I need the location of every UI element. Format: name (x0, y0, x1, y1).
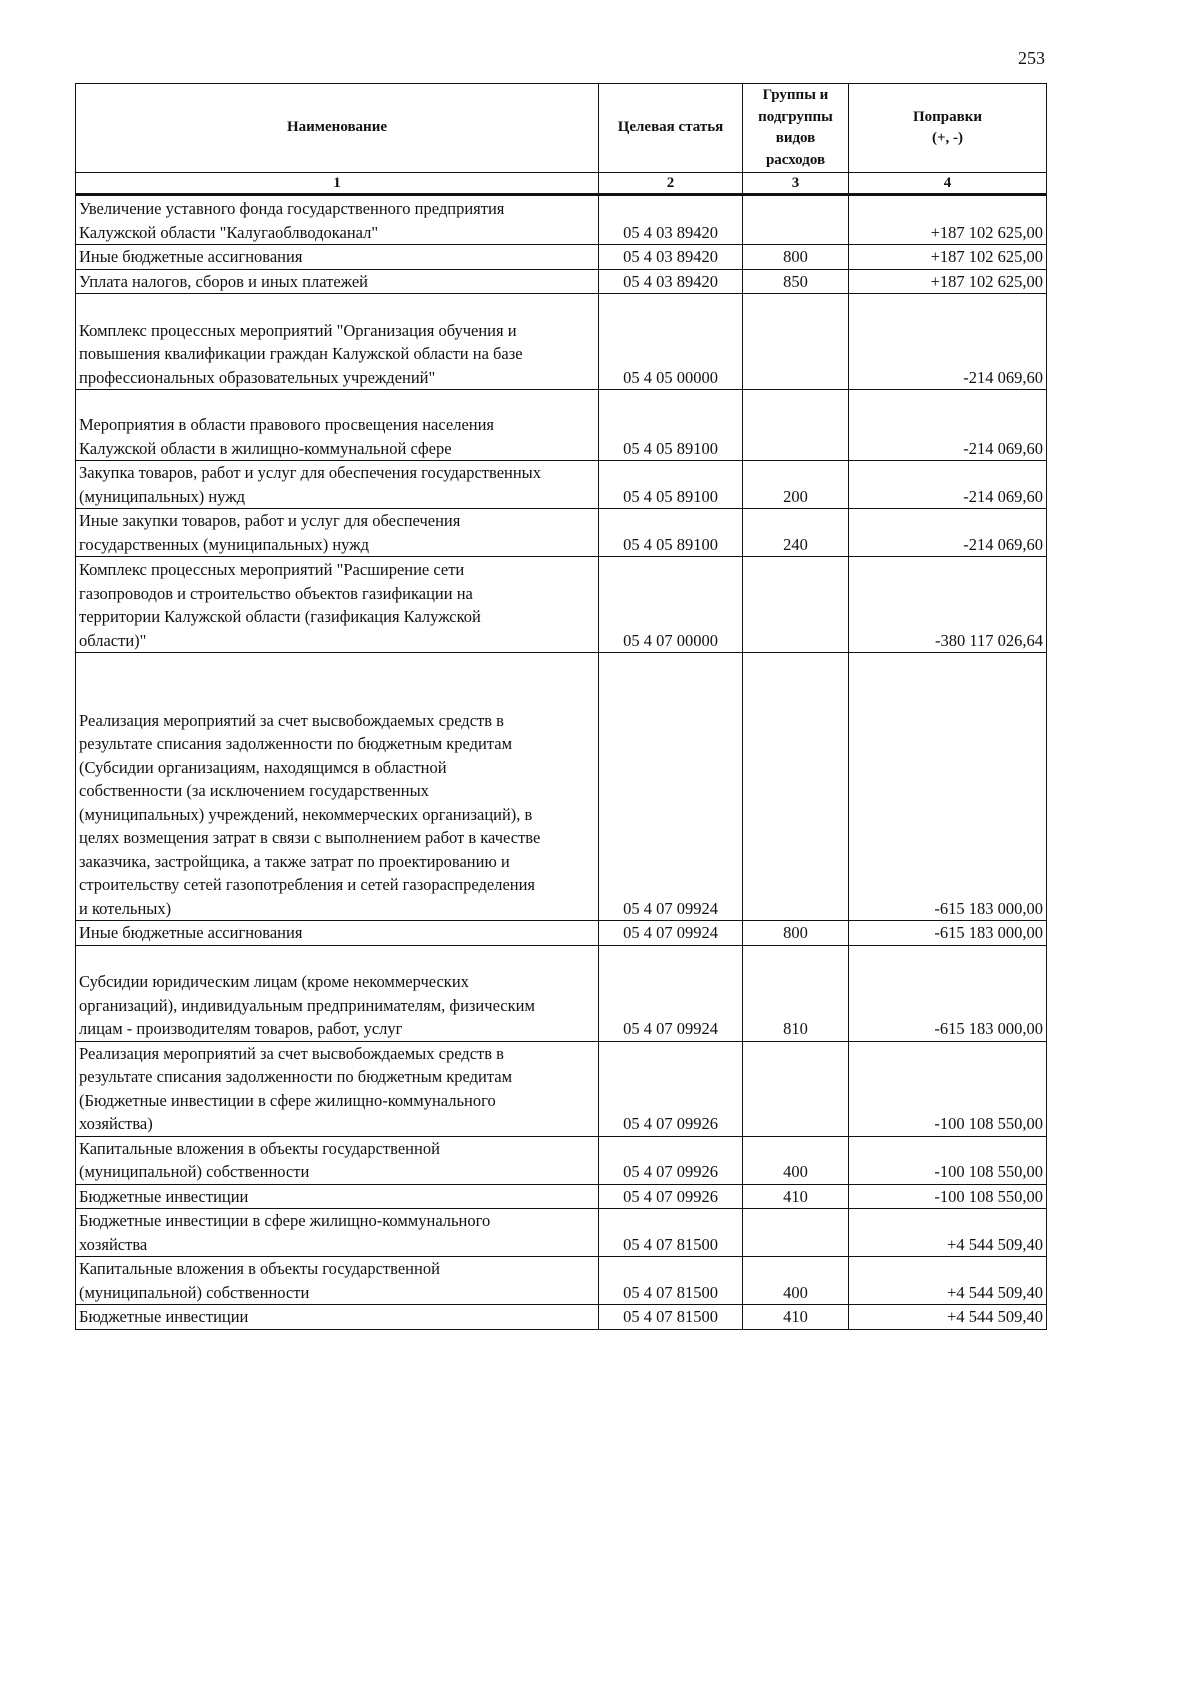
row-target-article: 05 4 07 09924 (599, 921, 743, 946)
row-expense-group: 240 (743, 509, 849, 557)
row-name: Закупка товаров, работ и услуг для обеспечения государственных (муниципальных) нужд (76, 461, 599, 509)
table-row (76, 557, 1047, 653)
row-name: Увеличение уставного фонда государственного предприятия Калужской области "Калугаоблводоканал" (76, 195, 599, 245)
row-amendment-amount: +4 544 509,40 (849, 1257, 1047, 1305)
row-amendment-amount: -100 108 550,00 (849, 1184, 1047, 1209)
table-row (76, 1136, 1047, 1184)
row-name: Комплекс процессных мероприятий "Организация обучения и повышения квалификации граждан Калужской области на базе профессиональных образовательных учреждений" (76, 294, 599, 390)
row-name: Мероприятия в области правового просвещения населения Калужской области в жилищно-коммунальной сфере (76, 390, 599, 461)
row-name: Комплекс процессных мероприятий "Расширение сети газопроводов и строительство объектов газификации на территории Калужской области (газификация Калужской области)" (76, 557, 599, 653)
row-expense-group: 800 (743, 245, 849, 270)
row-expense-group: 410 (743, 1184, 849, 1209)
row-target-article: 05 4 05 89100 (599, 509, 743, 557)
row-target-article: 05 4 07 81500 (599, 1209, 743, 1257)
column-numbers-row (76, 173, 1047, 195)
row-target-article: 05 4 07 81500 (599, 1257, 743, 1305)
row-target-article: 05 4 07 09924 (599, 945, 743, 1041)
row-amendment-amount: +187 102 625,00 (849, 195, 1047, 245)
row-amendment-amount: -615 183 000,00 (849, 921, 1047, 946)
table-row (76, 245, 1047, 270)
row-name: Субсидии юридическим лицам (кроме некоммерческих организаций), индивидуальным предпринимателям, физическим лицам - производителям товаров, работ, услуг (76, 945, 599, 1041)
row-amendment-amount: +4 544 509,40 (849, 1305, 1047, 1330)
row-expense-group (743, 1209, 849, 1257)
table-row (76, 269, 1047, 294)
row-amendment-amount: -615 183 000,00 (849, 653, 1047, 921)
table-row (76, 461, 1047, 509)
row-amendment-amount: -214 069,60 (849, 294, 1047, 390)
row-name: Уплата налогов, сборов и иных платежей (76, 269, 599, 294)
table-row (76, 195, 1047, 245)
row-expense-group (743, 294, 849, 390)
row-amendment-amount: -214 069,60 (849, 509, 1047, 557)
row-name: Капитальные вложения в объекты государственной (муниципальной) собственности (76, 1136, 599, 1184)
row-expense-group: 850 (743, 269, 849, 294)
row-expense-group (743, 653, 849, 921)
column-number: 3 (743, 173, 849, 195)
row-name: Иные бюджетные ассигнования (76, 245, 599, 270)
row-target-article: 05 4 05 89100 (599, 461, 743, 509)
table-row (76, 653, 1047, 921)
row-target-article: 05 4 07 00000 (599, 557, 743, 653)
row-amendment-amount: -214 069,60 (849, 461, 1047, 509)
table-row (76, 294, 1047, 390)
table-row (76, 390, 1047, 461)
table-row (76, 509, 1047, 557)
table-row (76, 1305, 1047, 1330)
table-row (76, 1257, 1047, 1305)
row-target-article: 05 4 03 89420 (599, 195, 743, 245)
row-name: Бюджетные инвестиции (76, 1184, 599, 1209)
row-expense-group: 200 (743, 461, 849, 509)
row-name: Капитальные вложения в объекты государственной (муниципальной) собственности (76, 1257, 599, 1305)
row-expense-group: 410 (743, 1305, 849, 1330)
row-expense-group (743, 1041, 849, 1136)
table-row (76, 1209, 1047, 1257)
table-row (76, 945, 1047, 1041)
table-header-row (76, 84, 1047, 173)
header-target-article: Целевая статья (599, 84, 743, 173)
table-row (76, 921, 1047, 946)
header-amendments: Поправки (+, -) (849, 84, 1047, 173)
row-expense-group: 400 (743, 1257, 849, 1305)
row-amendment-amount: -100 108 550,00 (849, 1136, 1047, 1184)
column-number: 2 (599, 173, 743, 195)
row-target-article: 05 4 05 00000 (599, 294, 743, 390)
row-target-article: 05 4 07 09926 (599, 1041, 743, 1136)
row-amendment-amount: -100 108 550,00 (849, 1041, 1047, 1136)
row-target-article: 05 4 07 81500 (599, 1305, 743, 1330)
header-name: Наименование (76, 84, 599, 173)
row-amendment-amount: +187 102 625,00 (849, 245, 1047, 270)
row-target-article: 05 4 07 09924 (599, 653, 743, 921)
row-name: Бюджетные инвестиции в сфере жилищно-коммунального хозяйства (76, 1209, 599, 1257)
budget-amendments-table (75, 83, 1047, 1330)
table-row (76, 1041, 1047, 1136)
column-number: 1 (76, 173, 599, 195)
header-expense-groups: Группы и подгруппы видов расходов (743, 84, 849, 173)
column-number: 4 (849, 173, 1047, 195)
row-name: Иные закупки товаров, работ и услуг для обеспечения государственных (муниципальных) нужд (76, 509, 599, 557)
row-amendment-amount: -615 183 000,00 (849, 945, 1047, 1041)
row-expense-group: 400 (743, 1136, 849, 1184)
row-target-article: 05 4 07 09926 (599, 1136, 743, 1184)
row-target-article: 05 4 03 89420 (599, 269, 743, 294)
row-expense-group (743, 557, 849, 653)
row-name: Реализация мероприятий за счет высвобождаемых средств в результате списания задолженности по бюджетным кредитам (Субсидии организациям, находящимся в областной собственности (за исключением государственных (муниципальных) учреждений, некоммерческих организаций), в целях возмещения затрат в связи с выполнением работ в качестве заказчика, застройщика, а также затрат по проектированию и строительству сетей газопотребления и сетей газораспределения и котельных) (76, 653, 599, 921)
row-target-article: 05 4 05 89100 (599, 390, 743, 461)
table-row (76, 1184, 1047, 1209)
page-number: 253 (1018, 48, 1045, 68)
row-amendment-amount: -214 069,60 (849, 390, 1047, 461)
row-expense-group: 810 (743, 945, 849, 1041)
row-amendment-amount: +187 102 625,00 (849, 269, 1047, 294)
row-name: Реализация мероприятий за счет высвобождаемых средств в результате списания задолженности по бюджетным кредитам (Бюджетные инвестиции в сфере жилищно-коммунального хозяйства) (76, 1041, 599, 1136)
row-name: Бюджетные инвестиции (76, 1305, 599, 1330)
row-name: Иные бюджетные ассигнования (76, 921, 599, 946)
row-target-article: 05 4 03 89420 (599, 245, 743, 270)
row-expense-group (743, 390, 849, 461)
row-target-article: 05 4 07 09926 (599, 1184, 743, 1209)
row-amendment-amount: +4 544 509,40 (849, 1209, 1047, 1257)
row-amendment-amount: -380 117 026,64 (849, 557, 1047, 653)
row-expense-group: 800 (743, 921, 849, 946)
row-expense-group (743, 195, 849, 245)
